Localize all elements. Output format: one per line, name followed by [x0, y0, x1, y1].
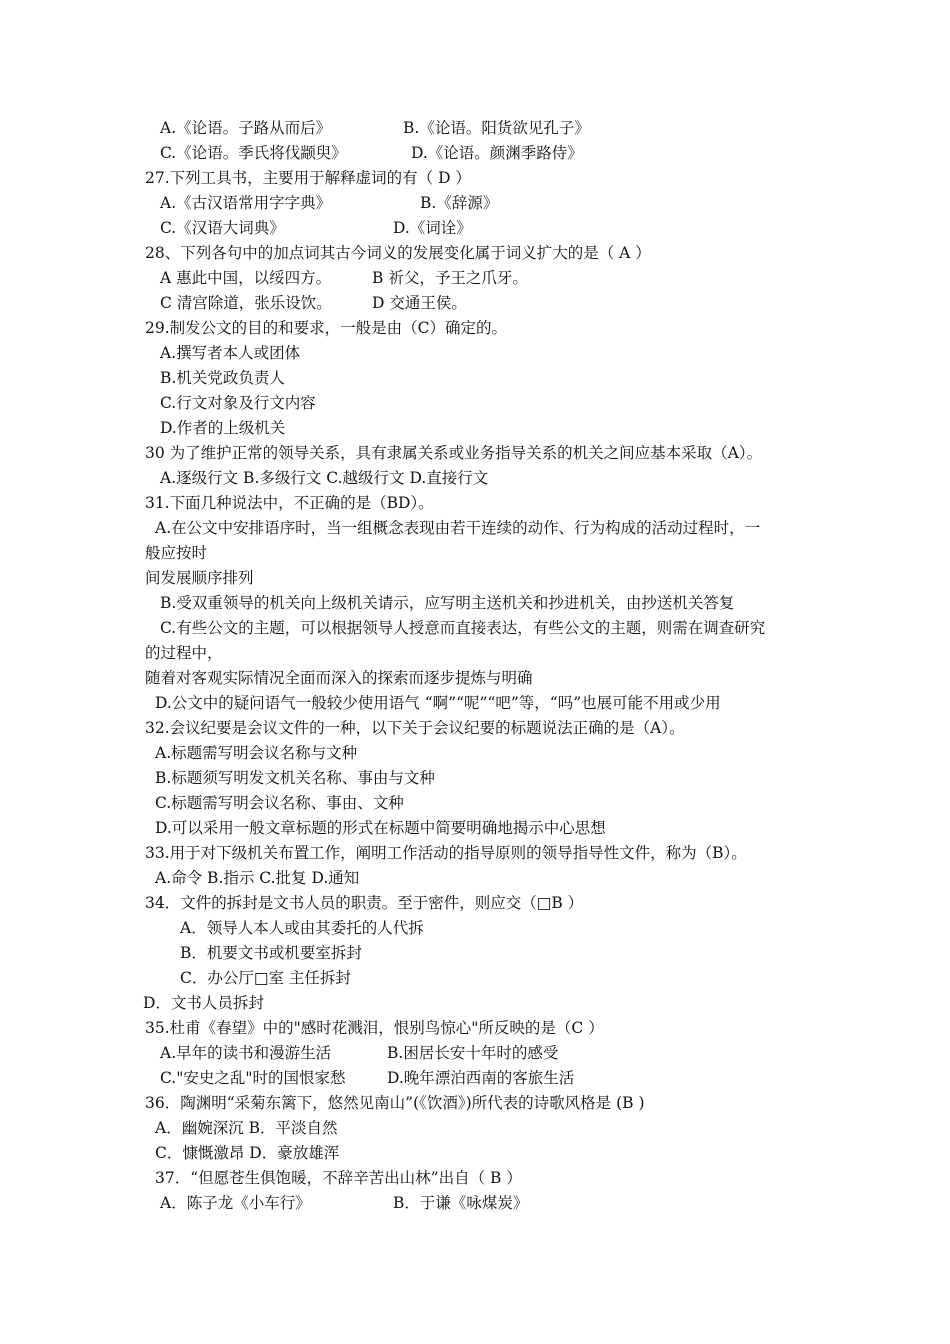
line-27-ab [160, 191, 499, 216]
option-d: D 交通王侯。 [372, 294, 467, 312]
option-c-cont-2: 随着对客观实际情况全面而深入的探索而逐步提炼与明确 [145, 669, 533, 687]
option-c: C.标题需写明会议名称、事由、文种 [155, 794, 404, 812]
line-26-ab [160, 116, 590, 141]
option-c: C.有些公文的主题，可以根据领导人授意而直接表达，有些公文的主题，则需在调查研究 [160, 619, 766, 637]
option-b: B 祈父，予王之爪牙。 [372, 269, 528, 287]
line-28-cd [160, 291, 467, 316]
option-a: A．领导人本人或由其委托的人代拆 [180, 919, 424, 937]
line-27-cd [160, 216, 472, 241]
option-a: A.撰写者本人或团体 [160, 344, 301, 362]
option-b: B．于谦《咏煤炭》 [393, 1194, 529, 1212]
option-c: C.《汉语大词典》 [160, 219, 285, 237]
line-35-cd [160, 1066, 575, 1091]
option-d: D.可以采用一般文章标题的形式在标题中简要明确地揭示中心思想 [155, 819, 606, 837]
question-34: 34．文件的拆封是文书人员的职责。至于密件，则应交（□B ） [145, 894, 584, 912]
option-d: D.《词诠》 [393, 219, 472, 237]
question-29: 29.制发公文的目的和要求，一般是由（C）确定的。 [145, 319, 508, 337]
option-a: A.《论语。子路从而后》 [160, 119, 332, 137]
option-b: B.机关党政负责人 [160, 369, 285, 387]
option-a: A.在公文中安排语序时，当一组概念表现由若干连续的动作、行为构成的活动过程时，一 [155, 519, 761, 537]
option-b: B.标题须写明发文机关名称、事由与文种 [155, 769, 435, 787]
question-33: 33.用于对下级机关布置工作，阐明工作活动的指导原则的领导指导性文件，称为（B）。 [145, 844, 747, 862]
option-b: B.困居长安十年时的感受 [387, 1044, 559, 1062]
option-b: B.《辞源》 [420, 194, 499, 212]
question-37: 37．“但愿苍生俱饱暖，不辞辛苦出山林”出自（ B ） [155, 1169, 522, 1187]
line-26-cd [160, 141, 583, 166]
line-28-ab [160, 266, 528, 291]
option-d: D．文书人员拆封 [143, 994, 264, 1012]
options-33: A.命令 B.指示 C.批复 D.通知 [155, 869, 360, 887]
option-d: D.作者的上级机关 [160, 419, 286, 437]
option-d: D.公文中的疑问语气一般较少使用语气 “啊”“呢”“吧”等，“吗”也展可能不用或少用 [155, 694, 721, 712]
question-32: 32.会议纪要是会议文件的一种，以下关于会议纪要的标题说法正确的是（A）。 [145, 719, 685, 737]
options-36-cd: C．慷慨激昂 D．豪放雄浑 [155, 1144, 340, 1162]
question-30: 30 为了维护正常的领导关系，具有隶属关系或业务指导关系的机关之间应基本采取（A）。 [145, 444, 763, 462]
question-35: 35.杜甫《春望》中的"感时花溅泪，恨别鸟惊心"所反映的是（C ） [145, 1019, 604, 1037]
option-a: A．陈子龙《小车行》 [160, 1194, 311, 1212]
option-a-cont-2: 间发展顺序排列 [145, 569, 254, 587]
options-30: A.逐级行文 B.多级行文 C.越级行文 D.直接行文 [160, 469, 489, 487]
option-c: C.《论语。季氏将伐颛臾》 [160, 144, 347, 162]
option-d: D.《论语。颜渊季路侍》 [411, 144, 583, 162]
option-a-cont-1: 般应按时 [145, 544, 208, 562]
options-36-ab: A．幽婉深沉 B．平淡自然 [155, 1119, 338, 1137]
option-b: B.《论语。阳货欲见孔子》 [403, 119, 590, 137]
option-b: B.受双重领导的机关向上级机关请示，应写明主送机关和抄进机关，由抄送机关答复 [160, 594, 735, 612]
option-c: C."安史之乱"时的国恨家愁 [160, 1069, 346, 1087]
question-27: 27.下列工具书，主要用于解释虚词的有（ D ） [145, 169, 471, 187]
option-a: A.早年的读书和漫游生活 [160, 1044, 332, 1062]
option-d: D.晚年漂泊西南的客旅生活 [387, 1069, 575, 1087]
option-b: B．机要文书或机要室拆封 [180, 944, 362, 962]
option-c: C 清宫除道，张乐设饮。 [160, 294, 332, 312]
line-37-ab [160, 1191, 529, 1216]
option-a: A.标题需写明会议名称与文种 [155, 744, 358, 762]
option-c-cont-1: 的过程中， [145, 644, 223, 662]
question-36: 36．陶渊明“采菊东篱下，悠然见南山”(《饮酒》)所代表的诗歌风格是 (B ) [145, 1094, 645, 1112]
option-c: C.行文对象及行文内容 [160, 394, 316, 412]
question-28: 28、下列各句中的加点词其古今词义的发展变化属于词义扩大的是（ A ） [145, 244, 651, 262]
option-c: C．办公厅□室 主任拆封 [180, 969, 351, 987]
option-a: A.《古汉语常用字字典》 [160, 194, 332, 212]
line-35-ab [160, 1041, 559, 1066]
option-a: A 惠此中国，以绥四方。 [160, 269, 332, 287]
question-31: 31.下面几种说法中，不正确的是（BD）。 [145, 494, 434, 512]
